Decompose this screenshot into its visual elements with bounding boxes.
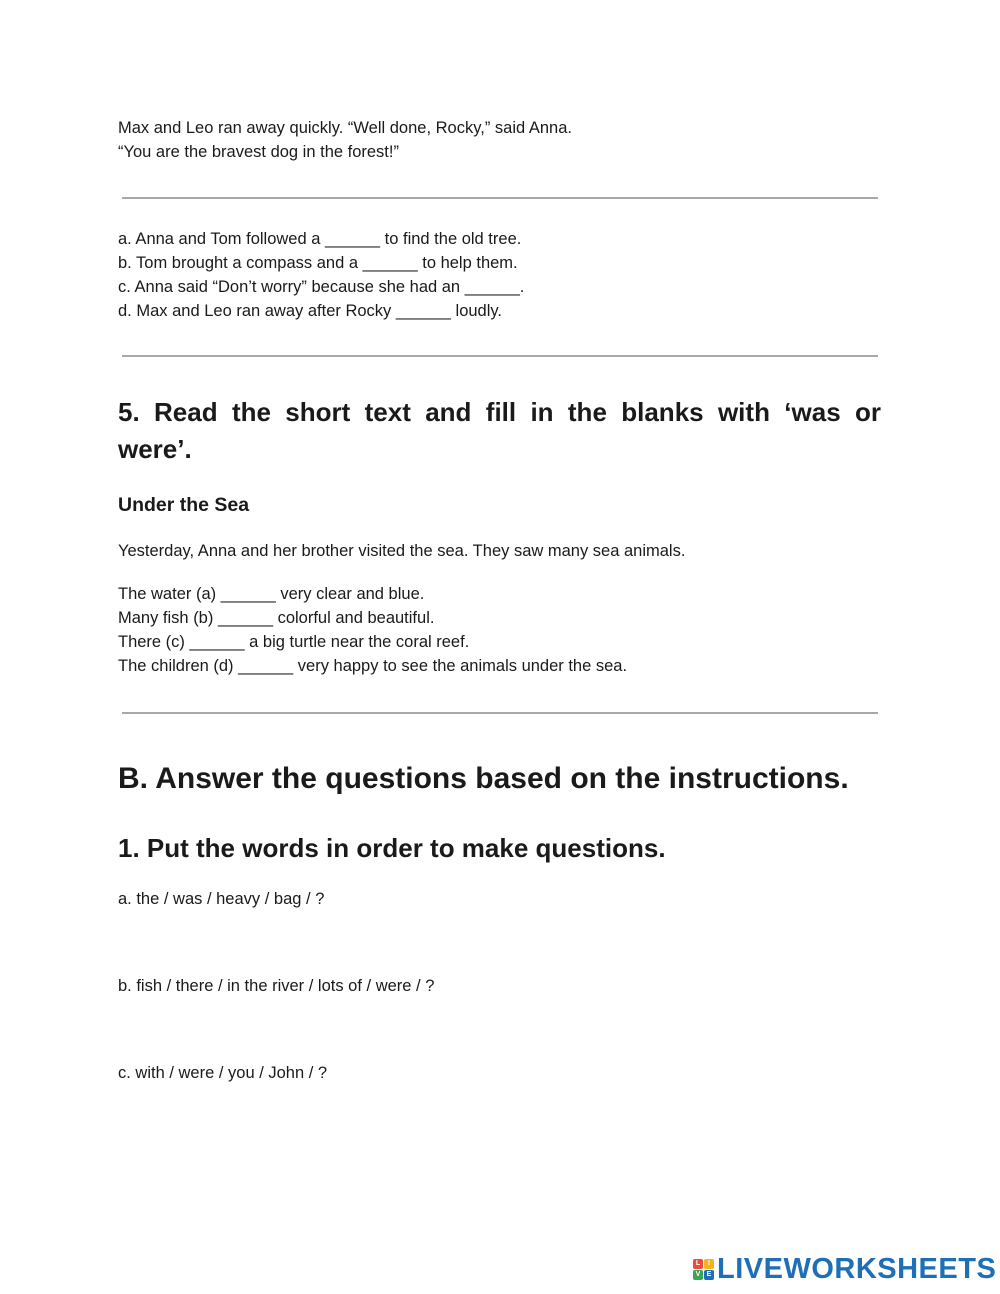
story-line-2: “You are the bravest dog in the forest!” (118, 143, 399, 161)
passage-item-d: The children (d) ______ very happy to see the animals under the sea. (118, 657, 628, 675)
fill-blank-item-a: a. Anna and Tom followed a ______ to find the old tree. (118, 230, 522, 248)
question-1-heading: 1. Put the words in order to make questions. (118, 833, 666, 863)
logo-mark-tile: V (693, 1270, 703, 1280)
fill-blank-item-d: d. Max and Leo ran away after Rocky ______ loudly. (118, 302, 503, 320)
passage-intro: Yesterday, Anna and her brother visited the sea. They saw many sea animals. (118, 542, 686, 560)
logo-mark-tile: I (704, 1259, 714, 1269)
liveworksheets-logo (693, 1253, 996, 1285)
word-order-item-a: a. the / was / heavy / bag / ? (118, 890, 325, 908)
divider (122, 712, 878, 714)
section-b-heading: B. Answer the questions based on the instructions. (118, 762, 849, 795)
fill-blank-item-b: b. Tom brought a compass and a ______ to help them. (118, 254, 518, 272)
passage-item-a: The water (a) ______ very clear and blue. (118, 585, 425, 603)
logo-mark-icon (693, 1259, 714, 1280)
logo-mark-tile: E (704, 1270, 714, 1280)
divider (122, 355, 878, 357)
passage-title: Under the Sea (118, 494, 250, 516)
passage-item-c: There (c) ______ a big turtle near the coral reef. (118, 633, 470, 651)
logo-text: LIVEWORKSHEETS (717, 1253, 997, 1285)
fill-blank-item-c: c. Anna said “Don’t worry” because she had an ______. (118, 278, 525, 296)
divider (122, 197, 878, 199)
passage-item-b: Many fish (b) ______ colorful and beautiful. (118, 609, 435, 627)
section-5-heading: 5. Read the short text and fill in the blanks with ‘was or were’. (118, 397, 881, 464)
logo-mark-tile: L (693, 1259, 703, 1269)
word-order-item-b: b. fish / there / in the river / lots of / were / ? (118, 977, 435, 995)
story-line-1: Max and Leo ran away quickly. “Well done, Rocky,” said Anna. (118, 119, 572, 137)
word-order-item-c: c. with / were / you / John / ? (118, 1064, 328, 1082)
